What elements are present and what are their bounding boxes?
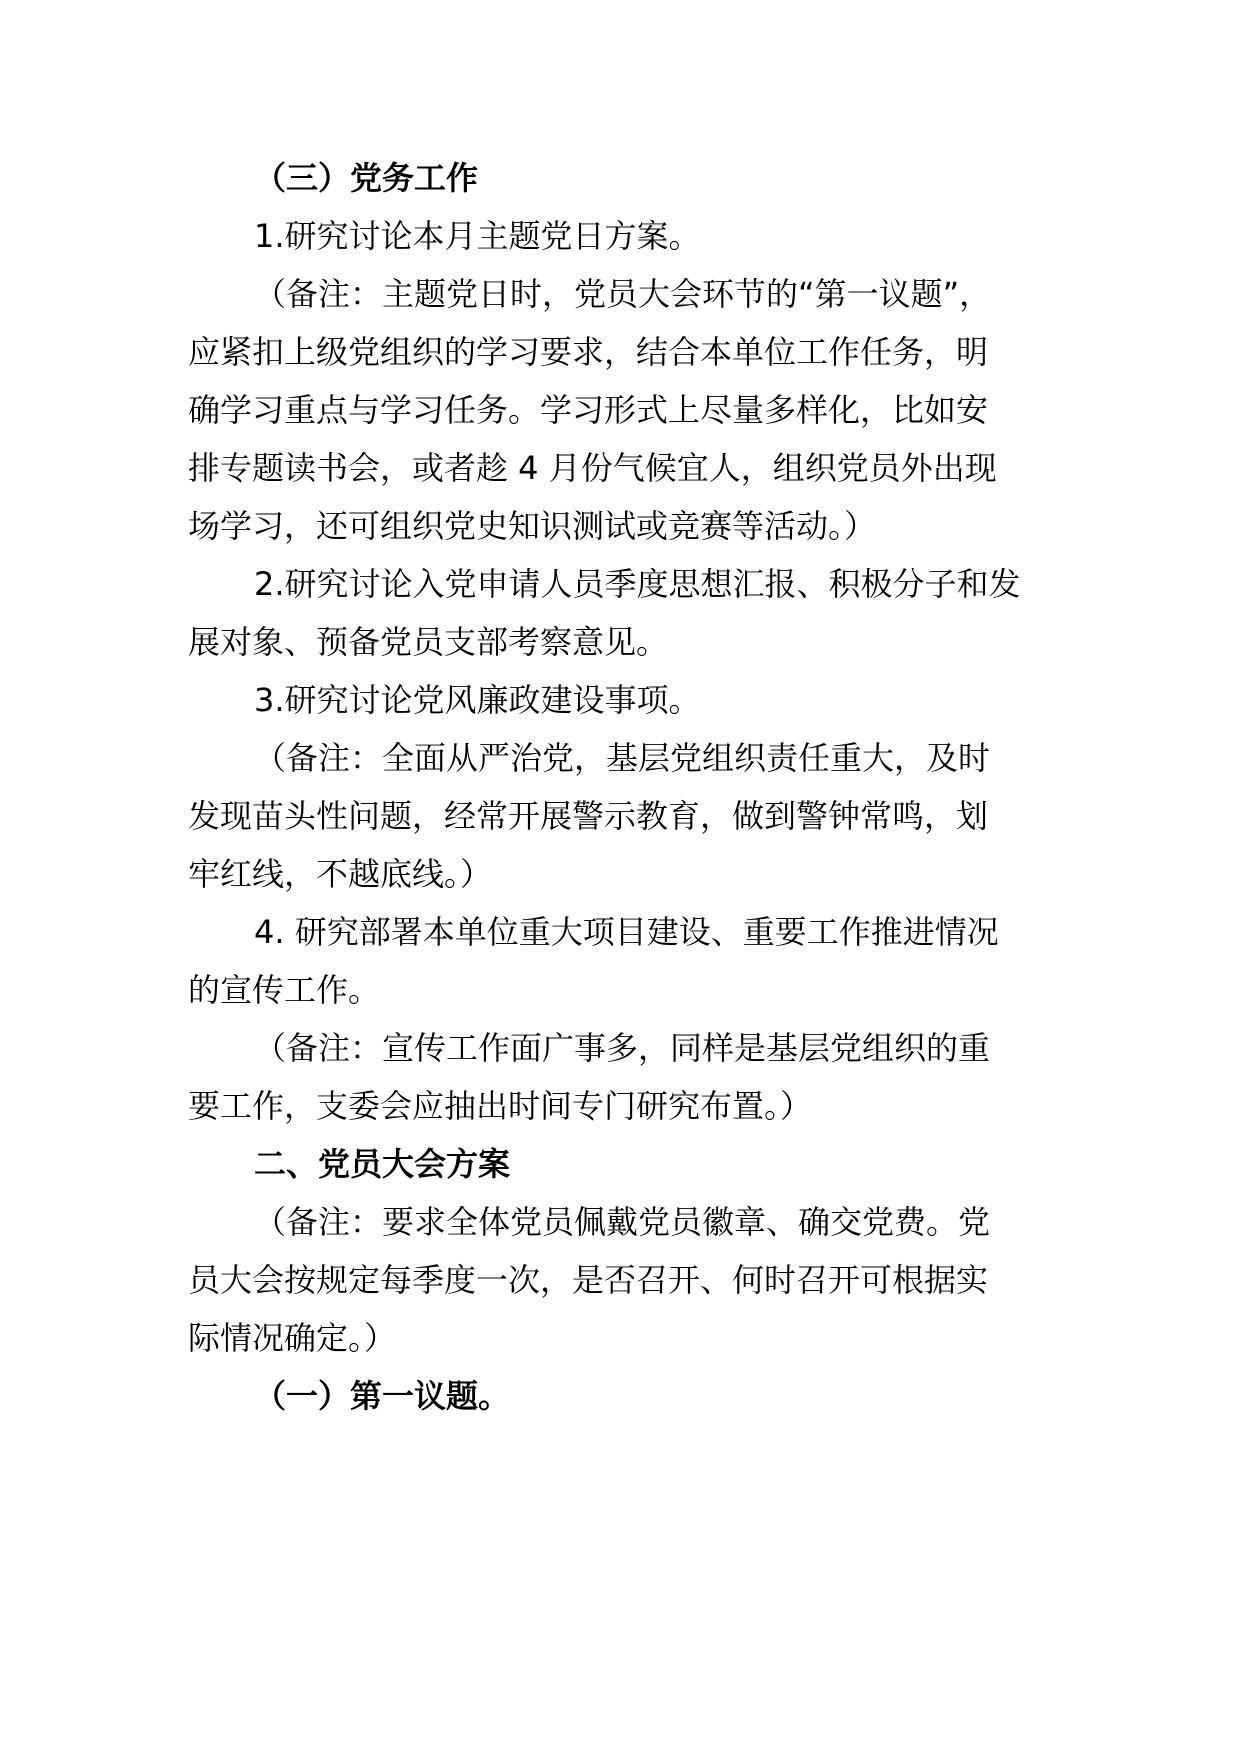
note-1-line-3: 确学习重点与学习任务。学习形式上尽量多样化，比如安	[188, 391, 989, 429]
note-4-line-2: 要工作，支委会应抽出时间专门研究布置。）	[188, 1087, 813, 1125]
note-3-line-2: 发现苗头性问题，经常开展警示教育，做到警钟常鸣，划	[188, 797, 989, 835]
note-1-line-5: 场学习，还可组织党史知识测试或竞赛等活动。）	[188, 507, 877, 545]
item-2-line-2: 展对象、预备党员支部考察意见。	[188, 623, 669, 661]
note-3-line-3: 牢红线，不越底线。）	[188, 855, 493, 893]
item-4-line-1: 4. 研究部署本单位重大项目建设、重要工作推进情况	[254, 913, 999, 951]
note-1-line-2: 应紧扣上级党组织的学习要求，结合本单位工作任务，明	[188, 333, 989, 371]
item-3: 3.研究讨论党风廉政建设事项。	[254, 681, 701, 719]
note-4-line-1: （备注：宣传工作面广事多，同样是基层党组织的重	[254, 1029, 991, 1067]
section-heading-party-affairs: （三）党务工作	[254, 159, 479, 197]
note-1-line-4: 排专题读书会，或者趁 4 月份气候宜人，组织党员外出现	[188, 449, 997, 487]
item-4-line-2: 的宣传工作。	[188, 971, 381, 1009]
section-heading-party-congress: 二、党员大会方案	[254, 1145, 511, 1183]
subsection-heading-first-topic: （一）第一议题。	[254, 1377, 511, 1415]
note-5-line-1: （备注：要求全体党员佩戴党员徽章、确交党费。党	[254, 1203, 991, 1241]
note-3-line-1: （备注：全面从严治党，基层党组织责任重大，及时	[254, 739, 991, 777]
note-1-line-1: （备注：主题党日时，党员大会环节的“第一议题”，	[254, 275, 992, 313]
item-1: 1.研究讨论本月主题党日方案。	[254, 217, 701, 255]
note-5-line-3: 际情况确定。）	[188, 1319, 397, 1357]
item-2-line-1: 2.研究讨论入党申请人员季度思想汇报、积极分子和发	[254, 565, 1021, 603]
note-5-line-2: 员大会按规定每季度一次，是否召开、何时召开可根据实	[188, 1261, 989, 1299]
